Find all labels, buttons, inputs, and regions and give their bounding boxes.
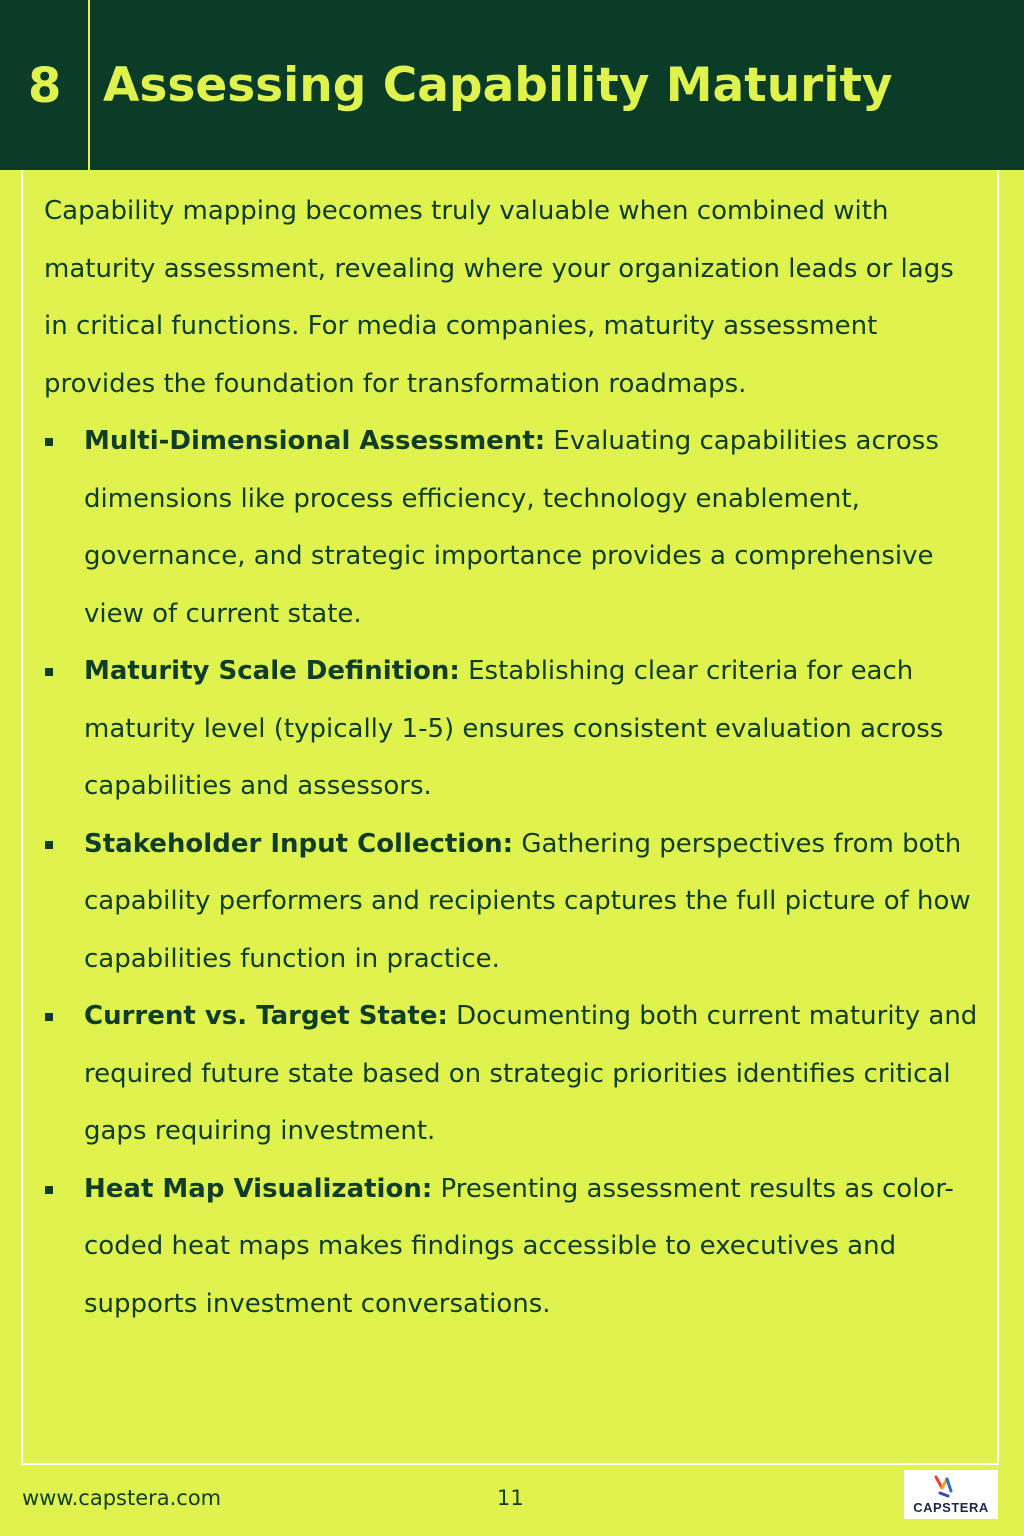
bullet-title: Maturity Scale Definition: — [84, 656, 460, 686]
bullet-text: Gathering perspectives from both capability performers and recipients captures the full picture of how capabilities function in practice. — [84, 828, 971, 974]
footer-url-link[interactable]: www.capstera.com — [22, 1486, 222, 1510]
list-item — [44, 643, 984, 816]
square-bullet-icon — [45, 1013, 53, 1021]
main-content — [44, 183, 984, 1333]
intro-paragraph: Capability mapping becomes truly valuable when combined with maturity assessment, revealing where your organization leads or lags in critical functions. For media companies, maturity assessment provides the foundation for transformation roadmaps. — [44, 196, 954, 399]
section-number: 8 — [28, 58, 62, 114]
list-item — [44, 413, 984, 643]
logo-mark-icon — [922, 1473, 980, 1499]
page-number: 11 — [497, 1486, 524, 1510]
square-bullet-icon — [45, 1186, 53, 1194]
header-divider — [88, 0, 90, 170]
bullet-title: Stakeholder Input Collection: — [84, 828, 514, 859]
capstera-logo — [904, 1470, 998, 1519]
bullet-title: Heat Map Visualization: — [84, 1173, 433, 1204]
logo-text: CAPSTERA — [913, 1500, 989, 1515]
list-item — [44, 816, 984, 989]
bullet-text: Evaluating capabilities across dimensions like process efficiency, technology enablement, governance, and strategic importance provides a comprehensive view of current state. — [84, 426, 939, 629]
bullet-title: Current vs. Target State: — [84, 1001, 448, 1031]
page-title: Assessing Capability Maturity — [103, 58, 893, 113]
square-bullet-icon — [45, 438, 53, 446]
bullet-title: Multi-Dimensional Assessment: — [84, 426, 546, 456]
square-bullet-icon — [45, 668, 53, 676]
bullet-text: Presenting assessment results as color-coded heat maps makes findings accessible to executives and supports investment conversations. — [84, 1173, 954, 1319]
list-item — [44, 1161, 984, 1334]
bullet-text: Establishing clear criteria for each maturity level (typically 1-5) ensures consistent evaluation across capabilities and assessors. — [84, 656, 944, 801]
bullet-text: Documenting both current maturity and required future state based on strategic priorities identifies critical gaps requiring investment. — [84, 1001, 978, 1146]
bullet-list — [44, 413, 984, 1333]
page-header — [0, 0, 1024, 170]
list-item — [44, 988, 984, 1161]
square-bullet-icon — [45, 841, 53, 849]
